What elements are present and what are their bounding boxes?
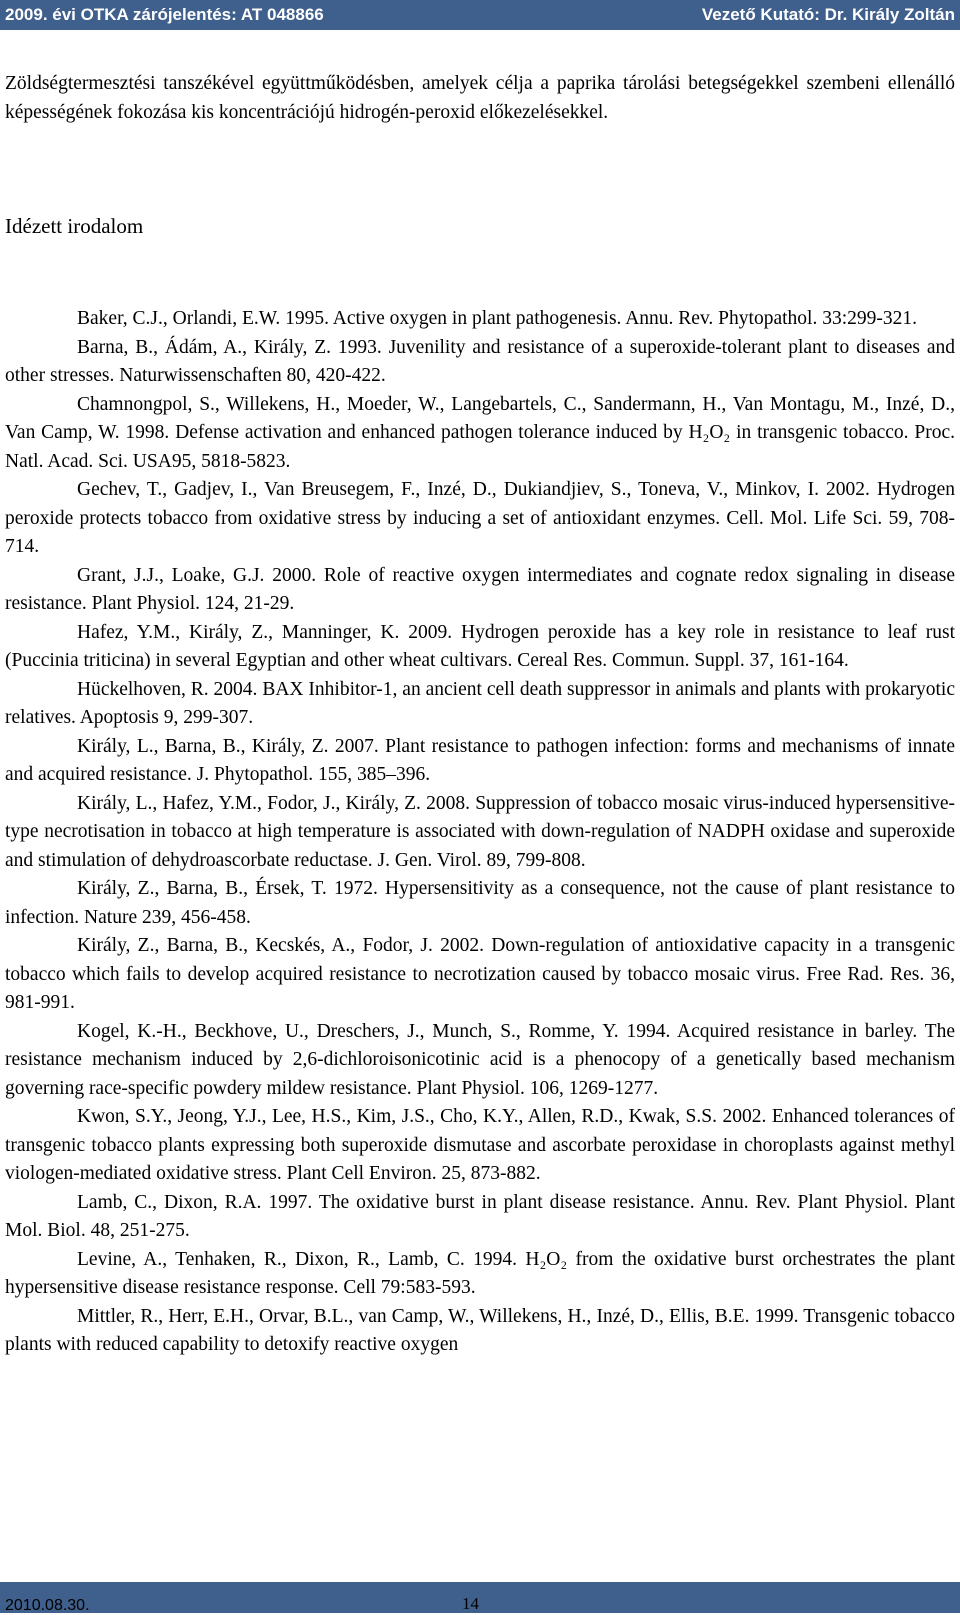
reference-item: Barna, B., Ádám, A., Király, Z. 1993. Juvenility and resistance of a superoxide-tolerant plant to diseases and other stresses. Naturwissenschaften 80, 420-422. <box>5 336 955 386</box>
reference-item: Király, Z., Barna, B., Érsek, T. 1972. Hypersensitivity as a consequence, not the cause of plant resistance to infection. Nature 239, 456-458. <box>5 878 955 928</box>
reference-item: Hückelhoven, R. 2004. BAX Inhibitor-1, an ancient cell death suppressor in animals and plants with prokaryotic relatives. Apoptosis 9, 299-307. <box>5 678 955 728</box>
page-number: 14 <box>462 1594 479 1613</box>
reference-list <box>5 305 955 1360</box>
page-footer <box>0 1582 960 1613</box>
reference-item: Hafez, Y.M., Király, Z., Manninger, K. 2009. Hydrogen peroxide has a key role in resistance to leaf rust (Puccinia triticina) in several Egyptian and other wheat cultivars. Cereal Res. Commun. Suppl. 37, 161-164. <box>5 621 955 671</box>
reference-item: Grant, J.J., Loake, G.J. 2000. Role of reactive oxygen intermediates and cognate redox signaling in disease resistance. Plant Physiol. 124, 21-29. <box>5 564 955 614</box>
reference-item: Király, Z., Barna, B., Kecskés, A., Fodor, J. 2002. Down-regulation of antioxidative capacity in a transgenic tobacco which fails to develop acquired resistance to necrotization caused by tobacco mosaic virus. Free Rad. Res. 36, 981-991. <box>5 935 955 1013</box>
reference-item: Lamb, C., Dixon, R.A. 1997. The oxidative burst in plant disease resistance. Annu. Rev. Plant Physiol. Plant Mol. Biol. 48, 251-275. <box>5 1191 955 1241</box>
reference-item: Levine, A., Tenhaken, R., Dixon, R., Lamb, C. 1994. H₂O₂ from the oxidative burst orchestrates the plant hypersensitive disease resistance response. Cell 79:583-593. <box>5 1248 955 1298</box>
reference-item: Baker, C.J., Orlandi, E.W. 1995. Active oxygen in plant pathogenesis. Annu. Rev. Phytopathol. 33:299-321. <box>77 308 917 329</box>
reference-item: Mittler, R., Herr, E.H., Orvar, B.L., van Camp, W., Willekens, H., Inzé, D., Ellis, B.E. 1999. Transgenic tobacco plants with reduced capability to detoxify reactive oxygen <box>5 1305 955 1355</box>
header-lead-researcher: Vezető Kutató: Dr. Király Zoltán <box>701 5 955 24</box>
footer-date: 2010.08.30. <box>5 1597 90 1614</box>
intro-paragraph: Zöldségtermesztési tanszékével együttműködésben, amelyek célja a paprika tárolási betegségekkel szembeni ellenálló képességének fokozása kis koncentrációjú hidrogén-peroxid előkezelésekkel. <box>5 73 955 123</box>
page-header <box>0 0 960 30</box>
section-title: Idézett irodalom <box>5 214 144 238</box>
reference-item: Király, L., Barna, B., Király, Z. 2007. Plant resistance to pathogen infection: forms and mechanisms of innate and acquired resistance. J. Phytopathol. 155, 385–396. <box>5 735 955 785</box>
reference-item: Kwon, S.Y., Jeong, Y.J., Lee, H.S., Kim, J.S., Cho, K.Y., Allen, R.D., Kwak, S.S. 2002. Enhanced tolerances of transgenic tobacco plants expressing both superoxide dismutase and ascorbate peroxidase in choroplasts against methyl viologen-mediated oxidative stress. Plant Cell Environ. 25, 873-882. <box>5 1106 955 1184</box>
header-project-title: 2009. évi OTKA zárójelentés: AT 048866 <box>5 5 324 24</box>
reference-item: Gechev, T., Gadjev, I., Van Breusegem, F., Inzé, D., Dukiandjiev, S., Toneva, V., Minkov, I. 2002. Hydrogen peroxide protects tobacco from oxidative stress by inducing a set of antioxidant enzymes. Cell. Mol. Life Sci. 59, 708-714. <box>5 479 955 557</box>
reference-item: Király, L., Hafez, Y.M., Fodor, J., Király, Z. 2008. Suppression of tobacco mosaic virus-induced hypersensitive-type necrotisation in tobacco at high temperature is associated with down-regulation of NADPH oxidase and superoxide and stimulation of dehydroascorbate reductase. J. Gen. Virol. 89, 799-808. <box>5 792 955 871</box>
reference-item: Chamnongpol, S., Willekens, H., Moeder, W., Langebartels, C., Sandermann, H., Van Montagu, M., Inzé, D., Van Camp, W. 1998. Defense activation and enhanced pathogen tolerance induced by H₂O₂ in transgenic tobacco. Proc. Natl. Acad. Sci. USA95, 5818-5823. <box>5 393 955 472</box>
reference-item: Kogel, K.-H., Beckhove, U., Dreschers, J., Munch, S., Romme, Y. 1994. Acquired resistance in barley. The resistance mechanism induced by 2,6-dichloroisonicotinic acid is a phenocopy of a genetically based mechanism governing race-specific powdery mildew resistance. Plant Physiol. 106, 1269-1277. <box>5 1020 955 1099</box>
